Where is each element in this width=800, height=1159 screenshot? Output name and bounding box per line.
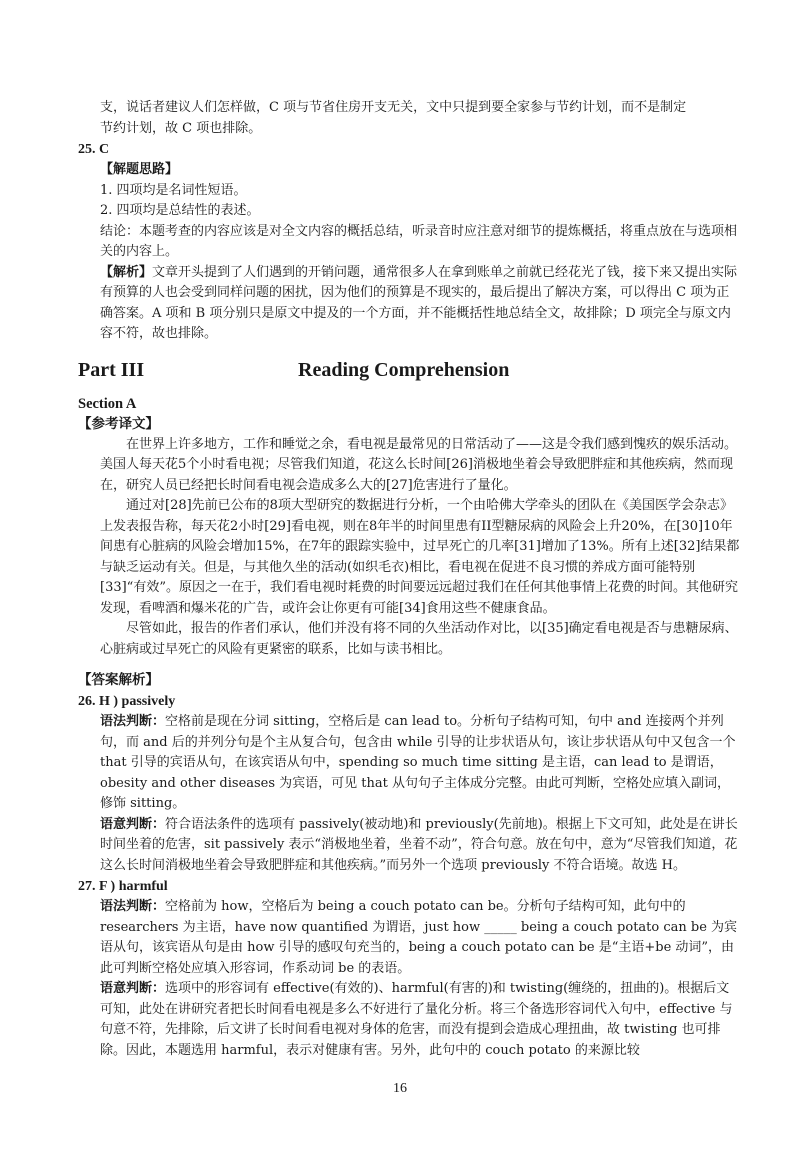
meaning-text: 选项中的形容词有 effective(有效的)、harmful(有害的)和 twisting(缠绕的，扭曲的)。根据后文可知，此处在讲研究者把长时间看电视是多么不好进行了量化分析。将三个备选形容词代入句中，effective 与句意不符，先排除，后文讲了长时间看电视对身体的危害，而没有提到会造成心理扭曲，故 twisting 也可排除。因此，本题选用 harmful，表示对健康有害。另外，此句中的 couch potato 的来源比较 <box>100 981 733 1058</box>
page-number: 16 <box>393 1081 407 1096</box>
grammar-label: 语法判断： <box>100 899 166 914</box>
meaning-label: 语意判断： <box>100 816 166 832</box>
conclusion: 结论：本题考查的内容应该是对全文内容的概括总结，听录音时应注意对细节的提炼概括，将重点放在与选项相关的内容上。 <box>100 223 738 259</box>
grammar-text: 空格前是现在分词 sitting，空格后是 can lead to。分析句子结构可知，句中 and 连接两个并列句，而 and 后的并列分句是个主从复合句，包含由 while 引导的让步状语从句，该让步状语从句中又包含一个 that 引导的宾语从句，在该宾语从句中，spending so much time sitting 是主语，can lead to 是谓语，obesity and other diseases 为宾语，可见 that 从句句子主体成分完整。由此可判断，空格处应填入副词，修饰 sitting。 <box>100 714 736 811</box>
grammar-analysis <box>100 712 740 815</box>
question-25 <box>78 139 740 345</box>
grammar-label: 语法判断： <box>100 714 166 729</box>
meaning-label: 语意判断： <box>100 981 166 996</box>
answers-title: 【答案解析】 <box>78 672 159 688</box>
grammar-analysis <box>100 897 740 979</box>
question-27 <box>78 876 740 1061</box>
meaning-text: 符合语法条件的选项有 passively(被动地)和 previously(先前地)。根据上下文可知，此处是在讲长时间坐着的危害，sit passively 表示“消极地坐着，坐着不动”，符合句意。放在句中，意为“尽管我们知道，花这么长时间消极地坐着会导致肥胖症和其他疾病。”而另外一个选项 previously 不符合语境。故选 H。 <box>100 816 738 873</box>
point-1: 1. 四项均是名词性短语。 <box>100 182 247 198</box>
analysis-text: 文章开头提到了人们遇到的开销问题，通常很多人在拿到账单之前就已经花光了钱，接下来又提出实际有预算的人也会受到同样问题的困扰，因为他们的预算是不现实的，最后提出了解决方案，可以得出 C 项为正确答案。A 项和 B 项分别只是原文中提及的一个方面，并不能概括性地总结全文，故排除；D 项完全与原文内容不符，故也排除。 <box>100 264 738 341</box>
meaning-analysis <box>100 815 740 877</box>
translation-paragraph: 在世界上许多地方，工作和睡觉之余，看电视是最常见的日常活动了——这是令我们感到愧疚的娱乐活动。美国人每天花5个小时看电视；尽管我们知道，花这么长时间[26]消极地坐着会导致肥胖症和其他疾病，然而现在，研究人员已经把长时间看电视会造成多么大的[27]危害进行了量化。 <box>100 436 738 493</box>
translation-paragraph: 通过对[28]先前已公布的8项大型研究的数据进行分析，一个由哈佛大学牵头的团队在《美国医学会杂志》上发表报告称，每天花2小时[29]看电视，则在8年半的时间里患有II型糖尿病的风险会上升20%，在[30]10年间患有心脏病的风险会增加15%，在7年的跟踪实验中，过早死亡的几率[31]增加了13%。所有上述[32]结果都与缺乏运动有关。但是，与其他久坐的活动(如织毛衣)相比，看电视在促进不良习惯的养成方面可能特别[33]“有效”。原因之一在于，我们看电视时耗费的时间要远远超过我们在任何其他事情上花费的时间。其他研究发现，看啤酒和爆米花的广告，或许会让你更有可能[34]食用这些不健康食品。 <box>100 498 740 616</box>
analysis <box>100 263 740 345</box>
text-line: 支，说话者建议人们怎样做，C 项与节省住房开支无关，文中只提到要全家参与节约计划，而不是制定 <box>100 100 687 115</box>
question-26 <box>78 691 740 876</box>
part-title: Reading Comprehension <box>298 358 510 381</box>
point-2: 2. 四项均是总结性的表述。 <box>100 203 260 218</box>
part-label: Part III <box>78 358 145 381</box>
section-title: Section A <box>78 395 137 412</box>
section-a <box>78 394 740 692</box>
question-number: 25. C <box>78 142 110 157</box>
question-number: 27. F ) harmful <box>78 879 168 894</box>
translation-title: 【参考译文】 <box>78 415 159 432</box>
part-heading <box>78 359 740 382</box>
text-line: 节约计划，故 C 项也排除。 <box>100 120 262 136</box>
grammar-text: 空格前为 how，空格后为 being a couch potato can be。分析句子结构可知，此句中的 researchers 为主语，have now quantified 为谓语，just how _____ being a couch potato can be 为宾语从句，该宾语从句是由 how 引导的感叹句充当的，being a couch potato can be 是“主语+be 动词”，由此可判断空格处应填入形容词，作系动词 be 的表语。 <box>100 899 738 976</box>
previous-answer-continuation <box>78 98 740 139</box>
question-number: 26. H ) passively <box>78 694 176 709</box>
analysis-label: 【解析】 <box>100 264 153 280</box>
translation-paragraph: 尽管如此，报告的作者们承认，他们并没有将不同的久坐活动作对比，以[35]确定看电视是否与患糖尿病、心脏病或过早死亡的风险有更紧密的联系，比如与读书相比。 <box>100 621 738 657</box>
meaning-analysis <box>100 979 740 1061</box>
section-bracket-title: 【解题思路】 <box>100 162 179 177</box>
